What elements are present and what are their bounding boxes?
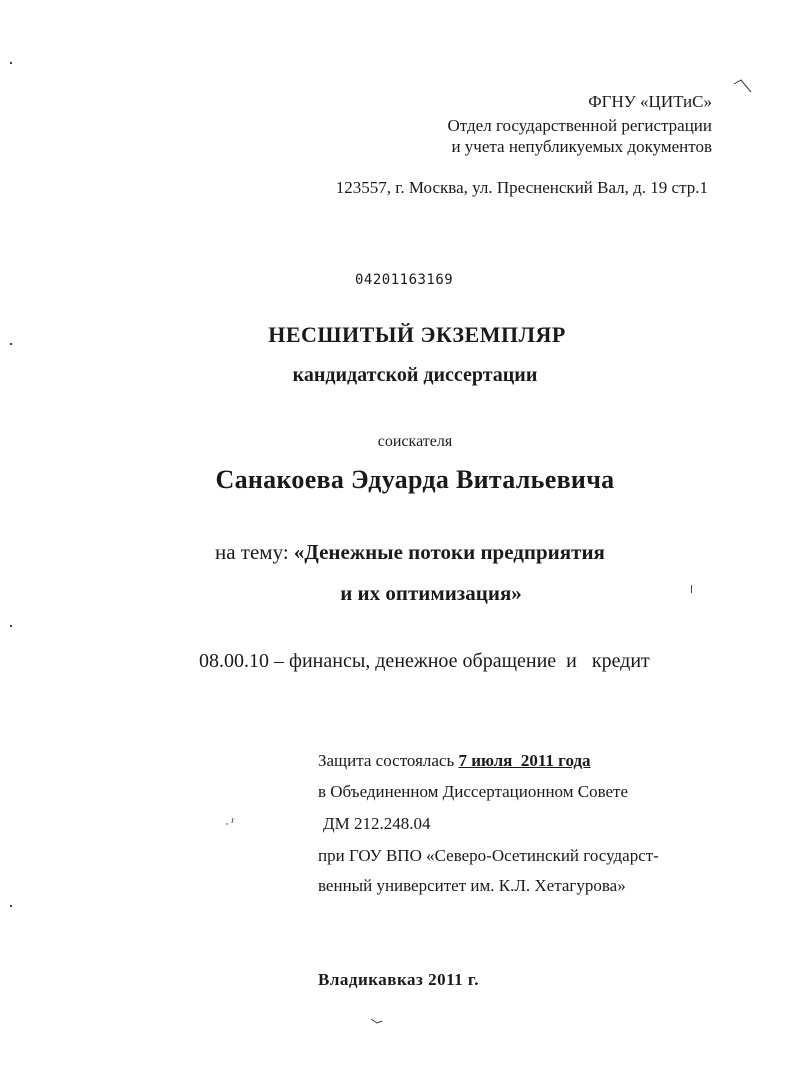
topic-line-2: и их оптимизация»	[340, 581, 522, 605]
defense-label: Защита состоялась	[318, 751, 455, 770]
specialty-code: 08.00.10 – финансы, денежное обращение и кредит	[199, 650, 650, 672]
applicant-name: Санакоева Эдуарда Витальевича	[215, 465, 615, 494]
registration-number: 04201163169	[355, 272, 454, 288]
scan-mark	[691, 585, 692, 593]
document-title: НЕСШИТЫЙ ЭКЗЕМПЛЯР	[268, 322, 566, 347]
scan-dot	[10, 905, 12, 907]
topic-prefix: на тему:	[215, 540, 289, 564]
defense-date: 7 июля 2011 года	[458, 751, 591, 770]
defense-line-2: в Объединенном Диссертационном Совете	[318, 782, 629, 801]
dept-line-1: Отдел государственной регистрации	[447, 116, 712, 135]
scan-tick-mark	[370, 1017, 384, 1027]
document-subtitle: кандидатской диссертации	[292, 364, 538, 386]
city-year: Владикавказ 2011 г.	[318, 970, 479, 989]
org-name: ФГНУ «ЦИТиС»	[588, 92, 712, 111]
topic-title-part-1: «Денежные потоки предприятия	[293, 540, 605, 564]
topic-line-1	[215, 540, 605, 565]
applicant-label: соискателя	[377, 433, 453, 450]
org-address: 123557, г. Москва, ул. Пресненский Вал, д. 19 стр.1	[335, 178, 708, 197]
scan-speck-mark	[224, 816, 238, 828]
defense-line-4: при ГОУ ВПО «Северо-Осетинский государст-	[318, 846, 659, 865]
defense-council-code: ДМ 212.248.04	[323, 814, 431, 833]
dept-line-2: и учета непубликуемых документов	[451, 137, 712, 156]
defense-line-5: венный университет им. К.Л. Хетагурова»	[318, 876, 626, 895]
defense-line-1	[318, 751, 591, 771]
scan-dot	[10, 343, 12, 345]
scan-dot	[10, 625, 12, 627]
scan-corner-mark	[733, 78, 753, 96]
scan-dot	[10, 62, 12, 64]
